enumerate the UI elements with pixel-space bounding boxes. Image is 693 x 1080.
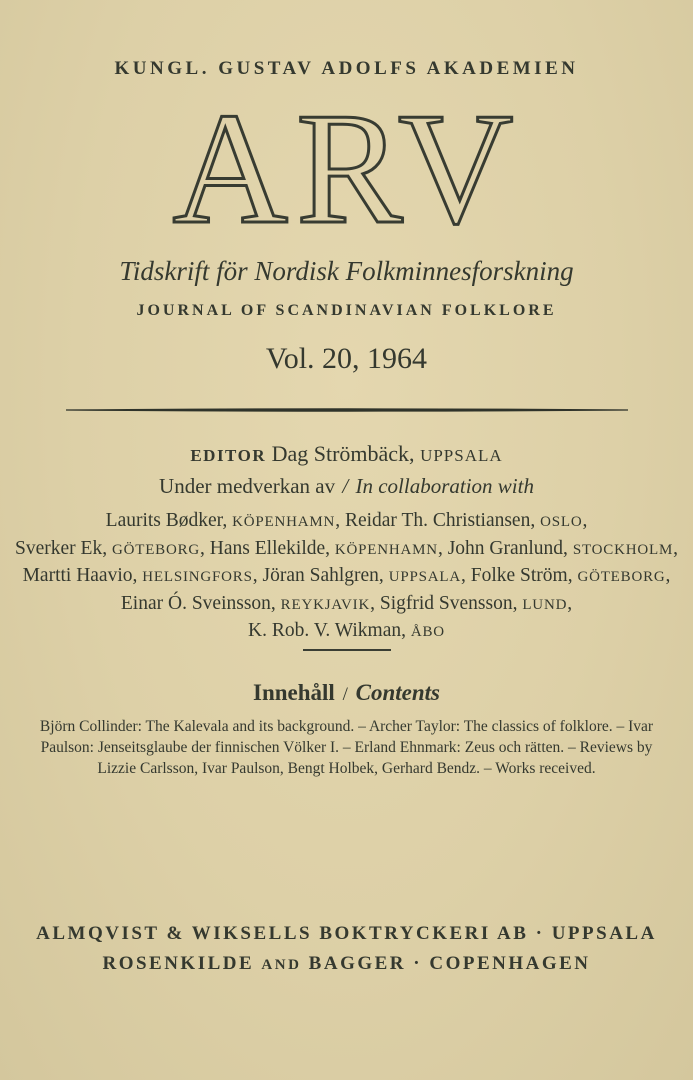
journal-title-wrap (0, 86, 693, 246)
collaboration-separator: / (342, 474, 349, 498)
collaborator-city: GÖTEBORG (577, 569, 666, 585)
collaborator-list (0, 508, 693, 646)
imprint-printer-line: ALMQVIST & WIKSELLS BOKTRYCKERI AB · UPPSALA (36, 923, 657, 944)
editor-line (0, 441, 693, 469)
collaborator-city: KÖPENHAMN (232, 514, 336, 530)
collaborator-names: , (673, 537, 678, 559)
collaborator-city: HELSINGFORS (142, 569, 253, 585)
collaborator-city: UPPSALA (388, 569, 461, 585)
collaboration-line (0, 474, 693, 499)
journal-title-art (127, 86, 567, 246)
collaborator-names: K. Rob. V. Wikman, (248, 620, 411, 641)
swelled-rule (66, 407, 628, 413)
swelled-rule-wrap (0, 407, 693, 413)
collaborator-names: Martti Haavio, (22, 565, 143, 586)
collaboration-swedish: Under medverkan av (159, 474, 336, 498)
collaborator-names: , Hans Ellekilde, (200, 537, 335, 559)
collaborator-city: KÖPENHAMN (334, 541, 438, 558)
section-divider (303, 649, 391, 651)
imprint (0, 919, 693, 980)
collaborator-city: ÅBO (410, 624, 445, 640)
subtitle-swedish: Tidskrift för Nordisk Folkminnesforskning (119, 256, 574, 286)
collaborator-names: , (582, 510, 588, 531)
collaborator-line (0, 563, 693, 591)
subtitle-english: JOURNAL OF SCANDINAVIAN FOLKLORE (136, 302, 557, 319)
collaborator-line (0, 508, 693, 536)
collaborator-names: Einar Ó. Sveinsson, (120, 592, 281, 614)
contents-heading (0, 679, 693, 709)
collaborator-city: LUND (522, 596, 568, 613)
collaborator-line (0, 536, 693, 564)
collaboration-english: In collaboration with (355, 474, 534, 498)
collaborator-names: , (665, 565, 671, 586)
collaborator-names: Laurits Bødker, (105, 510, 233, 531)
collaborator-city: OSLO (540, 514, 583, 530)
collaborator-line (0, 618, 693, 646)
collaborator-city: REYKJAVIK (280, 596, 371, 613)
collaborator-city: STOCKHOLM (572, 541, 674, 558)
academy-name: KUNGL. GUSTAV ADOLFS AKADEMIEN (114, 58, 579, 79)
contents-heading-english: Contents (355, 679, 440, 705)
imprint-publisher-part: ROSENKILDE (102, 953, 262, 974)
editor-name: Dag Strömbäck, (271, 441, 415, 466)
collaborator-names: , John Granlund, (437, 537, 573, 559)
collaborator-city: GÖTEBORG (111, 541, 201, 558)
collaborator-names: Sverker Ek, (15, 537, 112, 559)
journal-title: ARV (172, 86, 521, 246)
imprint-publisher-part: BAGGER · COPENHAGEN (301, 953, 591, 974)
collaborator-names: , (567, 592, 573, 614)
volume-line: Vol. 20, 1964 (265, 342, 428, 375)
imprint-publisher-line (0, 949, 693, 980)
contents-heading-separator: / (342, 683, 348, 705)
collaborator-line (0, 591, 693, 619)
collaborator-names: , Folke Ström, (460, 565, 578, 586)
collaborator-names: , Reidar Th. Christiansen, (335, 510, 541, 531)
collaborator-names: , Sigfrid Svensson, (370, 592, 523, 614)
contents-heading-swedish: Innehåll (253, 679, 335, 705)
collaborator-names: , Jöran Sahlgren, (252, 565, 389, 586)
editor-city: UPPSALA (420, 446, 503, 465)
contents-summary: Björn Collinder: The Kalevala and its background. – Archer Taylor: The classics of folklore. – Ivar Paulson: Jenseitsglaube der finnischen Völker I. – Erland Ehnmark: Zeus och rätten. – Reviews by Lizzie Carlsson, Ivar Paulson, Bengt Holbek, Gerhard Bendz. – Works received. (39, 717, 654, 777)
imprint-and: AND (261, 957, 302, 973)
editor-label: EDITOR (190, 446, 267, 465)
